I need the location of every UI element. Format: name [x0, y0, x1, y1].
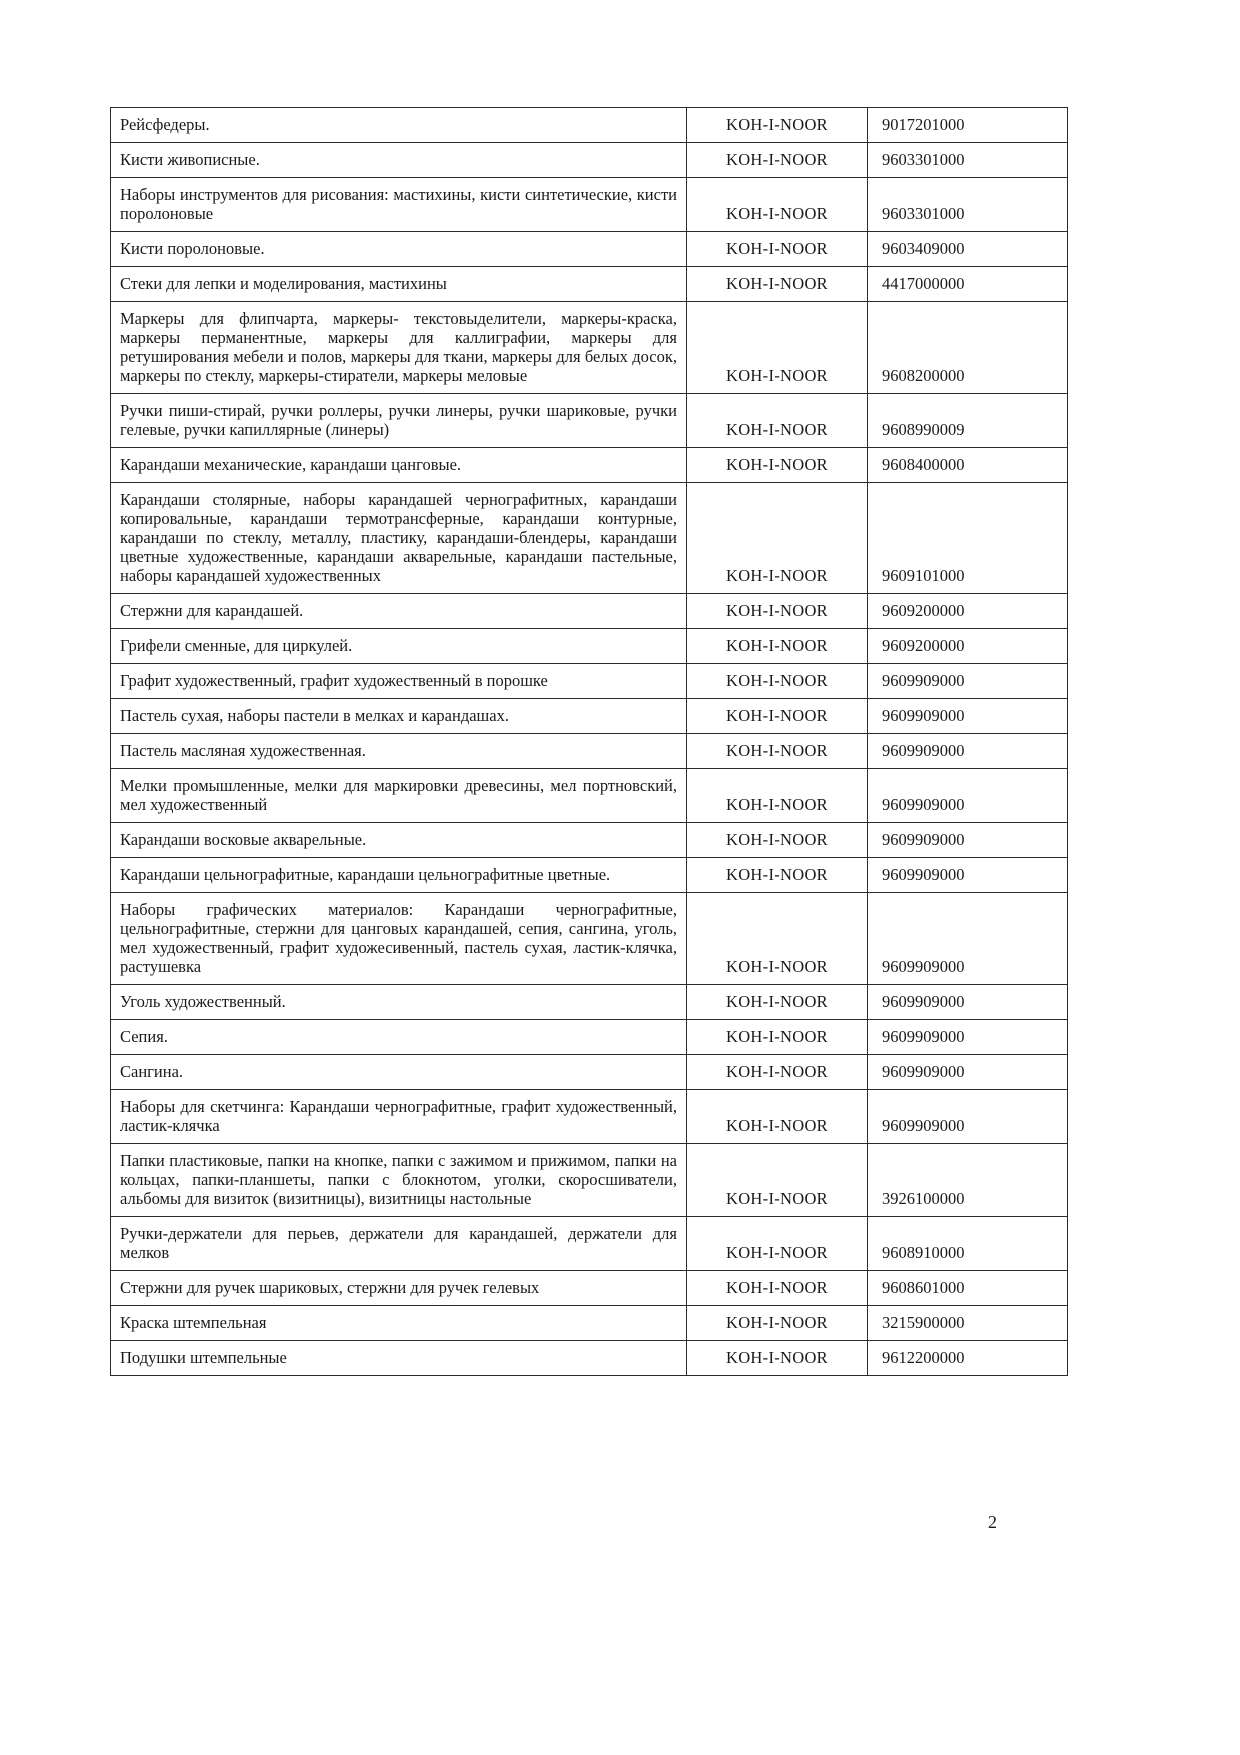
hs-code: 3926100000 [868, 1144, 1068, 1217]
table-row [111, 664, 1068, 699]
brand-name: KOH-I-NOOR [687, 1271, 868, 1306]
product-description: Графит художественный, графит художественный в порошке [111, 664, 687, 699]
brand-name: KOH-I-NOOR [687, 1090, 868, 1144]
table-row [111, 108, 1068, 143]
hs-code: 9609909000 [868, 1020, 1068, 1055]
hs-code: 9609909000 [868, 769, 1068, 823]
product-table [110, 107, 1068, 1376]
brand-name: KOH-I-NOOR [687, 108, 868, 143]
product-description: Пастель сухая, наборы пастели в мелках и карандашах. [111, 699, 687, 734]
table-row [111, 823, 1068, 858]
table-row [111, 178, 1068, 232]
table-row [111, 1341, 1068, 1376]
brand-name: KOH-I-NOOR [687, 985, 868, 1020]
hs-code: 9609200000 [868, 629, 1068, 664]
brand-name: KOH-I-NOOR [687, 232, 868, 267]
product-description: Маркеры для флипчарта, маркеры- текстовыделители, маркеры-краска, маркеры перманентные, маркеры для каллиграфии, маркеры для ретуширования мебели и полов, маркеры для ткани, маркеры для белых досок, маркеры по стеклу, маркеры-стиратели, маркеры меловые [111, 302, 687, 394]
table-row [111, 1144, 1068, 1217]
hs-code: 9609909000 [868, 734, 1068, 769]
hs-code: 3215900000 [868, 1306, 1068, 1341]
table-row [111, 734, 1068, 769]
brand-name: KOH-I-NOOR [687, 267, 868, 302]
product-description: Стержни для карандашей. [111, 594, 687, 629]
hs-code: 9017201000 [868, 108, 1068, 143]
table-row [111, 985, 1068, 1020]
hs-code: 9609101000 [868, 483, 1068, 594]
table-row [111, 394, 1068, 448]
brand-name: KOH-I-NOOR [687, 1341, 868, 1376]
product-description: Сепия. [111, 1020, 687, 1055]
product-description: Стержни для ручек шариковых, стержни для ручек гелевых [111, 1271, 687, 1306]
hs-code: 9609909000 [868, 699, 1068, 734]
hs-code: 9608200000 [868, 302, 1068, 394]
brand-name: KOH-I-NOOR [687, 178, 868, 232]
table-row [111, 302, 1068, 394]
hs-code: 9603301000 [868, 143, 1068, 178]
brand-name: KOH-I-NOOR [687, 483, 868, 594]
table-row [111, 267, 1068, 302]
product-description: Подушки штемпельные [111, 1341, 687, 1376]
product-description: Наборы для скетчинга: Карандаши чернографитные, графит художественный, ластик-клячка [111, 1090, 687, 1144]
table-row [111, 629, 1068, 664]
table-row [111, 448, 1068, 483]
hs-code: 9603409000 [868, 232, 1068, 267]
table-row [111, 232, 1068, 267]
table-row [111, 1090, 1068, 1144]
product-description: Наборы инструментов для рисования: мастихины, кисти синтетические, кисти поролоновые [111, 178, 687, 232]
brand-name: KOH-I-NOOR [687, 858, 868, 893]
brand-name: KOH-I-NOOR [687, 893, 868, 985]
table-row [111, 1055, 1068, 1090]
brand-name: KOH-I-NOOR [687, 1055, 868, 1090]
brand-name: KOH-I-NOOR [687, 664, 868, 699]
product-table-body [111, 108, 1068, 1376]
table-row [111, 699, 1068, 734]
product-description: Грифели сменные, для циркулей. [111, 629, 687, 664]
hs-code: 9608400000 [868, 448, 1068, 483]
product-description: Мелки промышленные, мелки для маркировки древесины, мел портновский, мел художественный [111, 769, 687, 823]
table-row [111, 1020, 1068, 1055]
hs-code: 9612200000 [868, 1341, 1068, 1376]
product-description: Папки пластиковые, папки на кнопке, папки с зажимом и прижимом, папки на кольцах, папки-планшеты, папки с блокнотом, уголки, скоросшиватели, альбомы для визиток (визитницы), визитницы настольные [111, 1144, 687, 1217]
hs-code: 9609909000 [868, 858, 1068, 893]
brand-name: KOH-I-NOOR [687, 302, 868, 394]
table-row [111, 769, 1068, 823]
hs-code: 9609200000 [868, 594, 1068, 629]
hs-code: 9609909000 [868, 664, 1068, 699]
table-row [111, 1306, 1068, 1341]
table-row [111, 483, 1068, 594]
product-description: Карандаши столярные, наборы карандашей чернографитных, карандаши копировальные, карандаши термотрансферные, карандаши контурные, карандаши по стеклу, металлу, пластику, карандаши-блендеры, карандаши цветные художественные, карандаши акварельные, карандаши пастельные, наборы карандашей художественных [111, 483, 687, 594]
table-row [111, 893, 1068, 985]
product-description: Рейсфедеры. [111, 108, 687, 143]
brand-name: KOH-I-NOOR [687, 1020, 868, 1055]
hs-code: 9608910000 [868, 1217, 1068, 1271]
product-description: Пастель масляная художественная. [111, 734, 687, 769]
brand-name: KOH-I-NOOR [687, 394, 868, 448]
hs-code: 9609909000 [868, 893, 1068, 985]
product-description: Карандаши восковые акварельные. [111, 823, 687, 858]
hs-code: 9609909000 [868, 1055, 1068, 1090]
product-description: Карандаши механические, карандаши цанговые. [111, 448, 687, 483]
hs-code: 9608990009 [868, 394, 1068, 448]
product-description: Стеки для лепки и моделирования, мастихины [111, 267, 687, 302]
hs-code: 9609909000 [868, 985, 1068, 1020]
brand-name: KOH-I-NOOR [687, 1217, 868, 1271]
brand-name: KOH-I-NOOR [687, 1144, 868, 1217]
hs-code: 9609909000 [868, 823, 1068, 858]
brand-name: KOH-I-NOOR [687, 1306, 868, 1341]
brand-name: KOH-I-NOOR [687, 143, 868, 178]
table-row [111, 1271, 1068, 1306]
product-description: Ручки пиши-стирай, ручки роллеры, ручки линеры, ручки шариковые, ручки гелевые, ручки капиллярные (линеры) [111, 394, 687, 448]
product-description: Сангина. [111, 1055, 687, 1090]
product-description: Карандаши цельнографитные, карандаши цельнографитные цветные. [111, 858, 687, 893]
table-row [111, 594, 1068, 629]
hs-code: 9609909000 [868, 1090, 1068, 1144]
hs-code: 9608601000 [868, 1271, 1068, 1306]
page-number: 2 [988, 1512, 997, 1532]
product-description: Уголь художественный. [111, 985, 687, 1020]
table-row [111, 143, 1068, 178]
table-row [111, 858, 1068, 893]
brand-name: KOH-I-NOOR [687, 594, 868, 629]
brand-name: KOH-I-NOOR [687, 629, 868, 664]
brand-name: KOH-I-NOOR [687, 769, 868, 823]
product-description: Ручки-держатели для перьев, держатели для карандашей, держатели для мелков [111, 1217, 687, 1271]
table-row [111, 1217, 1068, 1271]
brand-name: KOH-I-NOOR [687, 823, 868, 858]
hs-code: 9603301000 [868, 178, 1068, 232]
product-description: Кисти поролоновые. [111, 232, 687, 267]
brand-name: KOH-I-NOOR [687, 448, 868, 483]
product-description: Краска штемпельная [111, 1306, 687, 1341]
brand-name: KOH-I-NOOR [687, 699, 868, 734]
product-description: Наборы графических материалов: Карандаши чернографитные, цельнографитные, стержни для цанговых карандашей, сепия, сангина, уголь, мел художественный, графит художесивенный, пастель сухая, ластик-клячка, растушевка [111, 893, 687, 985]
hs-code: 4417000000 [868, 267, 1068, 302]
product-description: Кисти живописные. [111, 143, 687, 178]
brand-name: KOH-I-NOOR [687, 734, 868, 769]
